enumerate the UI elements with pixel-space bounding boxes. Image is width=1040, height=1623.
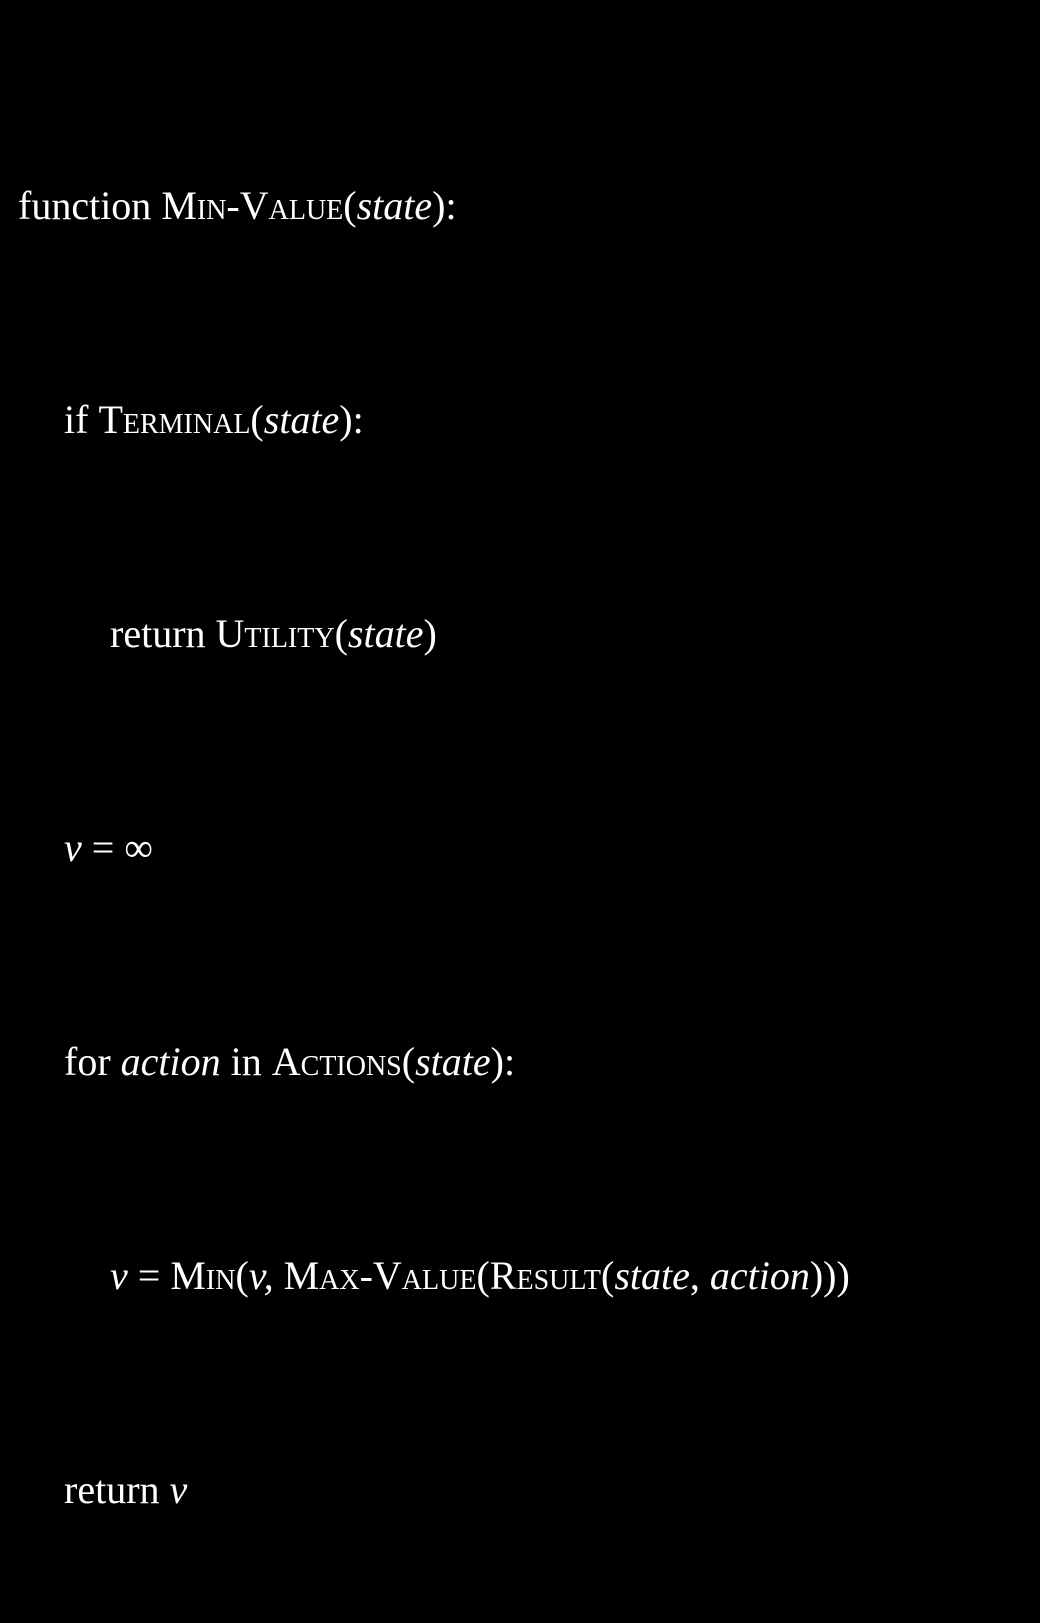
keyword-return: return <box>110 610 216 656</box>
function-name-min-value: Min-Value <box>161 182 344 228</box>
code-line-2 <box>18 393 850 447</box>
paren-open: ( <box>235 1252 249 1298</box>
param-state: state <box>356 182 433 228</box>
code-line-4 <box>18 821 850 875</box>
keyword-function: function <box>18 182 162 228</box>
paren-close: ))) <box>809 1252 850 1298</box>
function-name-max-value: Max-Value <box>283 1252 477 1298</box>
arg-v: v, <box>248 1252 274 1298</box>
variable-action: action <box>120 1038 221 1084</box>
paren-close: ): <box>339 396 364 442</box>
keyword-in: in <box>220 1038 272 1084</box>
paren-open: ( <box>401 1038 416 1084</box>
keyword-return: return <box>64 1466 170 1512</box>
paren-close: ) <box>423 610 437 656</box>
paren-close: ): <box>490 1038 516 1084</box>
arg-action: action <box>709 1252 810 1298</box>
variable-v: v <box>110 1252 128 1298</box>
code-line-1 <box>18 179 850 233</box>
paren-open: ( <box>476 1252 490 1298</box>
variable-v: v <box>169 1466 188 1512</box>
function-name-result: Result <box>489 1252 601 1298</box>
keyword-if: if <box>64 396 99 442</box>
code-line-5 <box>18 1035 850 1089</box>
function-name-terminal: Terminal <box>98 396 251 442</box>
param-state: state <box>415 1038 491 1084</box>
function-name-utility: Utility <box>215 610 335 656</box>
space <box>274 1253 284 1298</box>
paren-open: ( <box>334 610 348 656</box>
assign-operator: = <box>127 1252 171 1298</box>
pseudocode-block <box>18 18 850 1623</box>
code-line-7 <box>18 1463 850 1517</box>
keyword-for: for <box>64 1038 121 1084</box>
assign-infinity: = ∞ <box>81 824 153 870</box>
code-line-3 <box>18 607 850 661</box>
paren-open: ( <box>343 182 357 228</box>
paren-open: ( <box>250 396 264 442</box>
paren-open: ( <box>601 1252 615 1298</box>
code-line-6 <box>18 1249 850 1303</box>
param-state: state <box>263 396 340 442</box>
function-name-min: Min <box>170 1252 236 1298</box>
param-state: state <box>347 610 424 656</box>
variable-v: v <box>64 824 82 870</box>
arg-state: state <box>614 1252 690 1298</box>
function-name-actions: Actions <box>271 1038 402 1084</box>
comma: , <box>689 1252 710 1298</box>
paren-close: ): <box>432 182 457 228</box>
